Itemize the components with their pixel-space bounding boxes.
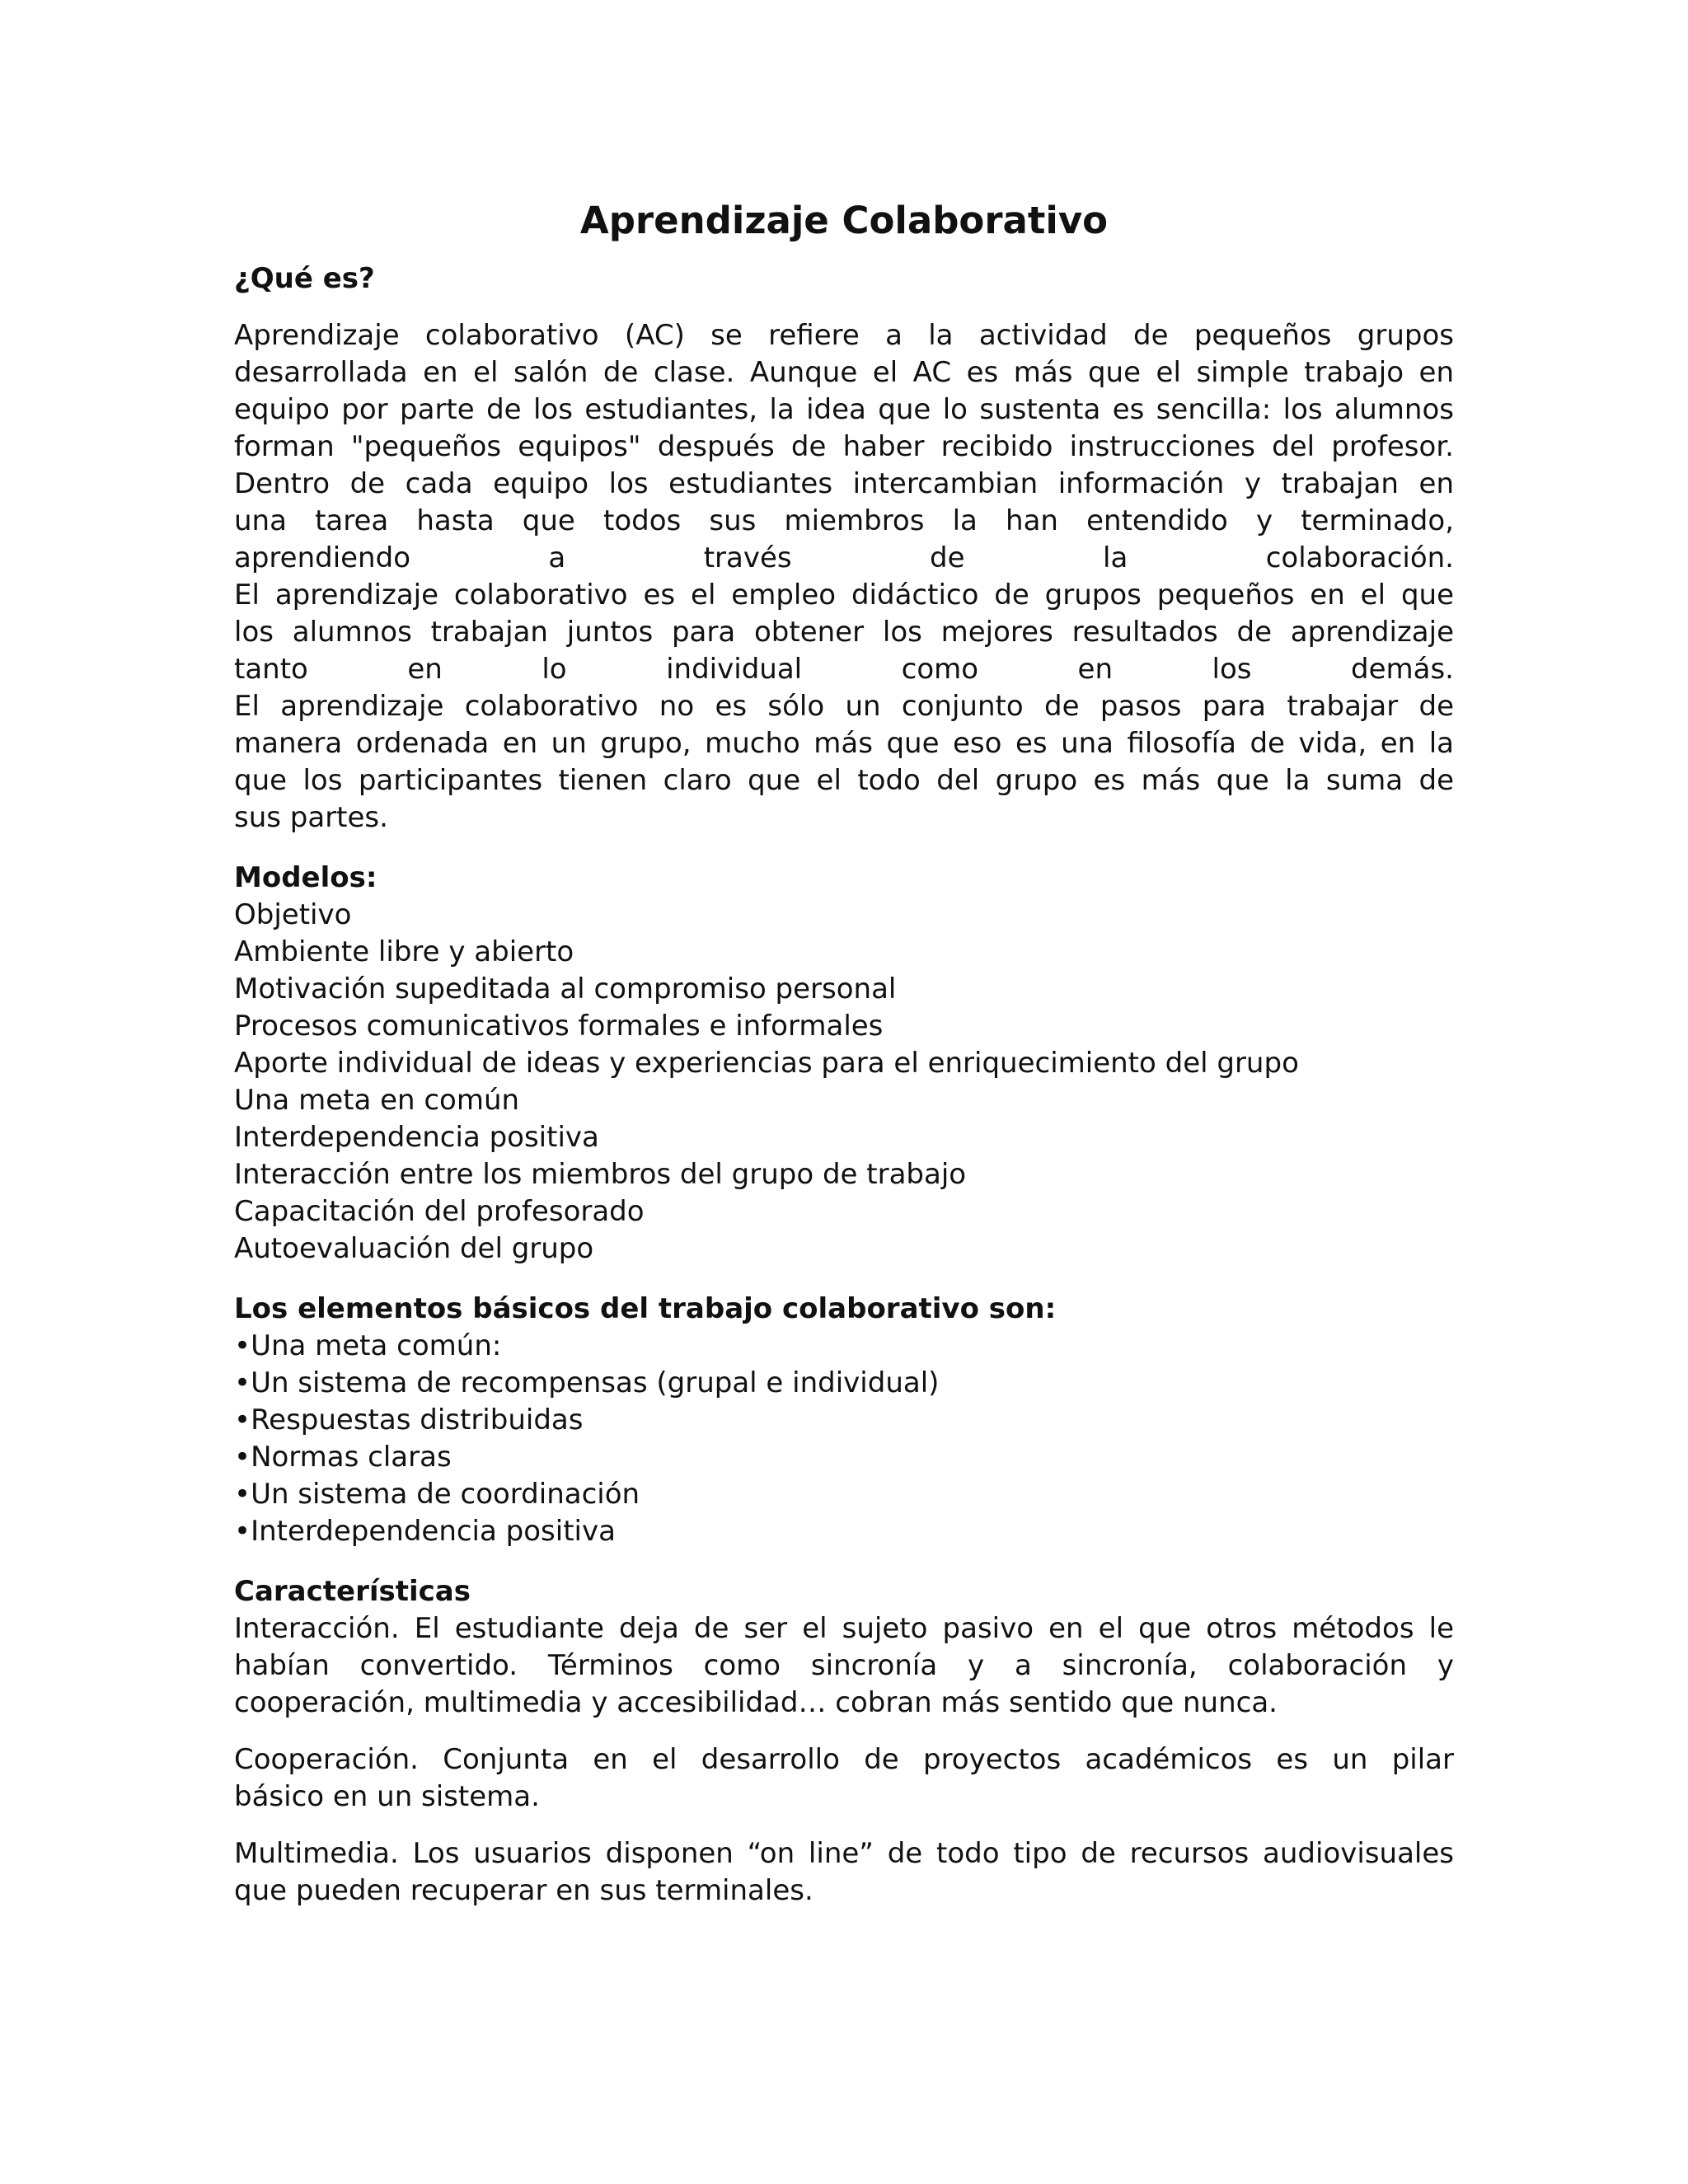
paragraph-line: que pueden recuperar en sus terminales. [234,1874,814,1907]
paragraph-line: Multimedia. Los usuarios disponen “on line” de todo tipo de recursos audiovisuales [234,1837,1454,1870]
document-title: Aprendizaje Colaborativo [579,199,1109,242]
list-item-text: Un sistema de coordinación [251,1478,640,1511]
section-que-es [234,260,1454,837]
list-item: Interdependencia positiva [234,1121,599,1154]
que-es-line: los alumnos trabajan juntos para obtener los mejores resultados de aprendizaje [234,616,1454,649]
paragraph-line: Cooperación. Conjunta en el desarrollo de proyectos académicos es un pilar [234,1743,1454,1776]
document-page [234,196,1454,1910]
paragraph-line: cooperación, multimedia y accesibilidad… cobran más sentido que nunca. [234,1686,1278,1719]
modelos-list [234,897,1454,1268]
heading-caracteristicas: Características [234,1575,471,1608]
que-es-line: una tarea hasta que todos sus miembros la han entendido y terminado, [234,504,1454,537]
que-es-line: forman "pequeños equipos" después de haber recibido instrucciones del profesor. [234,430,1454,463]
paragraph-line: habían convertido. Términos como sincronía y a sincronía, colaboración y [234,1649,1454,1682]
list-item: Objetivo [234,898,352,931]
list-item: Ambiente libre y abierto [234,935,574,968]
section-caracteristicas [234,1573,1454,1910]
list-item-text: Una meta común: [251,1329,502,1362]
heading-que-es: ¿Qué es? [234,262,375,295]
list-item-text: Un sistema de recompensas (grupal e individual) [251,1366,940,1399]
list-item: Interacción entre los miembros del grupo de trabajo [234,1158,967,1191]
list-item [234,1402,1454,1439]
list-item-text: Respuestas distribuidas [251,1404,584,1436]
list-item [234,1476,1454,1513]
list-item: Motivación supeditada al compromiso personal [234,972,897,1005]
que-es-line: aprendiendo a través de la colaboración. [234,541,1454,574]
que-es-block-3 [234,688,1454,837]
que-es-block-1 [234,317,1454,577]
list-item [234,1365,1454,1402]
list-item [234,1513,1454,1550]
paragraph-multimedia [234,1835,1454,1910]
que-es-line: El aprendizaje colaborativo no es sólo un conjunto de pasos para trabajar de [234,690,1454,723]
que-es-line: equipo por parte de los estudiantes, la idea que lo sustenta es sencilla: los alumnos [234,393,1454,426]
list-item: Autoevaluación del grupo [234,1232,594,1265]
que-es-line: Aprendizaje colaborativo (AC) se refiere a la actividad de pequeños grupos [234,319,1454,352]
list-item [234,1328,1454,1365]
que-es-line: tanto en lo individual como en los demás. [234,653,1454,686]
que-es-line: que los participantes tienen claro que el todo del grupo es más que la suma de [234,764,1454,797]
paragraph-line: básico en un sistema. [234,1780,540,1813]
que-es-block-2 [234,577,1454,688]
list-item: Capacitación del profesorado [234,1195,645,1228]
que-es-line: sus partes. [234,801,388,834]
paragraph-line: Interacción. El estudiante deja de ser el sujeto pasivo en el que otros métodos le [234,1612,1454,1645]
heading-modelos: Modelos: [234,861,377,894]
que-es-line: manera ordenada en un grupo, mucho más que eso es una filosofía de vida, en la [234,727,1454,760]
list-item: Aporte individual de ideas y experiencias para el enriquecimiento del grupo [234,1047,1299,1080]
list-item [234,1439,1454,1476]
section-elementos [234,1291,1454,1550]
elementos-list [234,1328,1454,1550]
section-modelos [234,860,1454,1268]
list-item: Procesos comunicativos formales e informales [234,1010,884,1043]
paragraph-interaccion [234,1610,1454,1722]
que-es-line: desarrollada en el salón de clase. Aunque el AC es más que el simple trabajo en [234,356,1454,389]
que-es-line: Dentro de cada equipo los estudiantes intercambian información y trabajan en [234,467,1454,500]
heading-elementos: Los elementos básicos del trabajo colaborativo son: [234,1292,1057,1325]
que-es-line: El aprendizaje colaborativo es el empleo didáctico de grupos pequeños en el que [234,579,1454,612]
paragraph-cooperacion [234,1741,1454,1816]
list-item-text: Interdependencia positiva [251,1515,616,1548]
list-item-text: Normas claras [251,1441,452,1474]
list-item: Una meta en común [234,1084,520,1117]
